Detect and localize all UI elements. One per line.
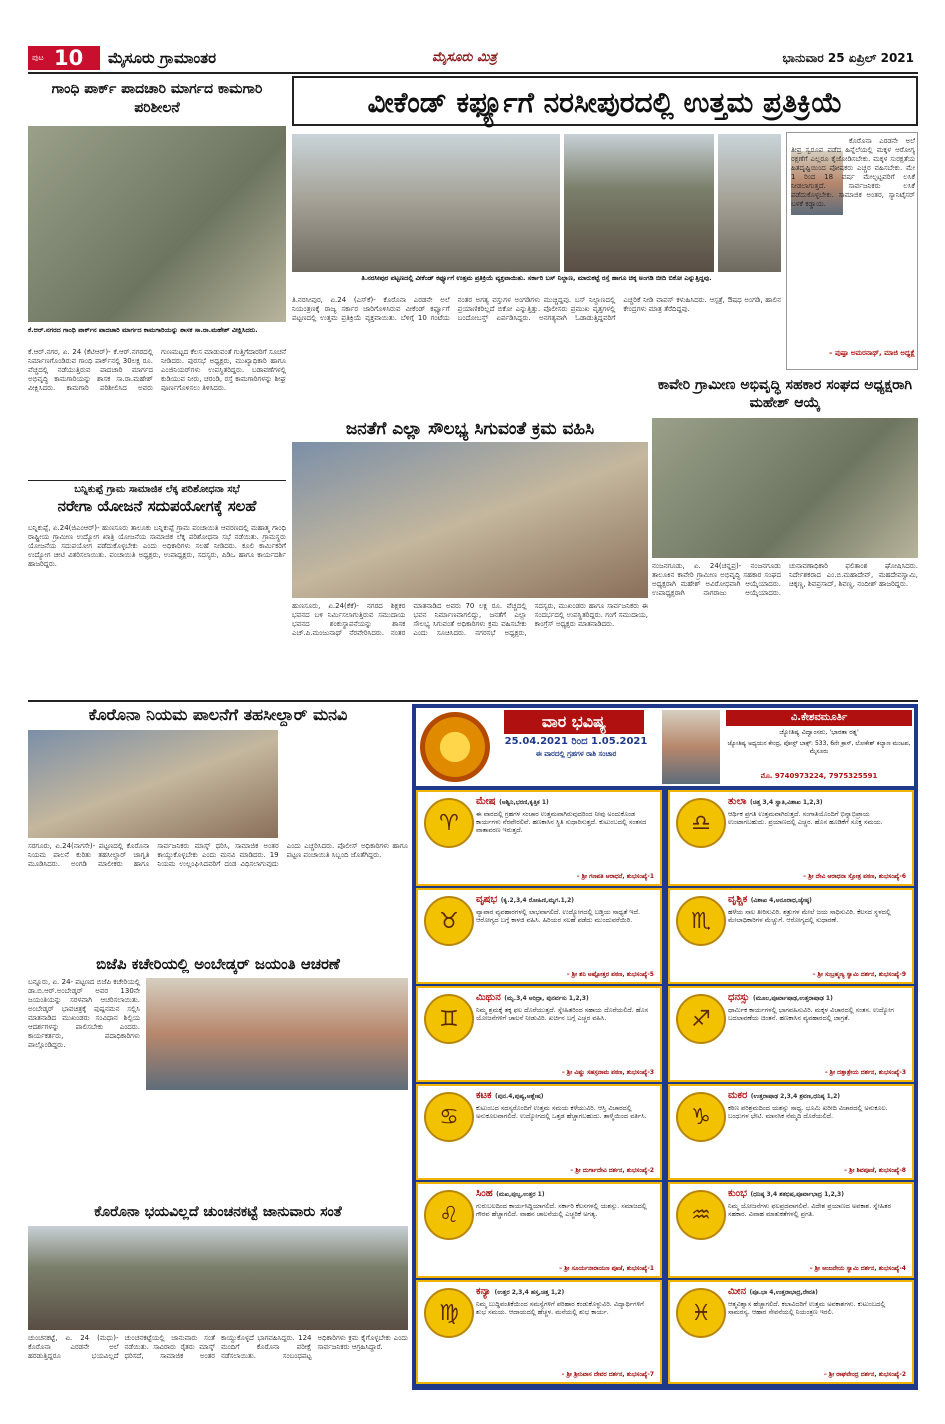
obituary-box [786, 132, 918, 370]
sign-text: ಆತ್ಮವಿಶ್ವಾಸ ಹೆಚ್ಚಾಗಲಿದೆ. ಕಲಾವಿದರಿಗೆ ಉತ್ತಮ ಅವಕಾಶಗಳು. ಕುಟುಂಬದಲ್ಲಿ ಸಾಮರಸ್ಯ. ಆಹಾರ ಸೇವನೆಯಲ್ಲಿ ನಿಯಂತ್ರಣ ಇರಲಿ. [728, 1300, 886, 1316]
story2-kicker: ಬನ್ನಿಕುಪ್ಪೆ ಗ್ರಾಮ ಸಾಮಾಜಿಕ ಲೆಕ್ಕ ಪರಿಶೋಧನಾ ಸಭೆ [74, 484, 240, 495]
horoscope-subtitle: ಈ ವಾರದಲ್ಲಿ ಗ್ರಹಗಳ ರಾಶಿ ಸಂಚಾರ [535, 750, 617, 758]
sign-remedy: – ಶ್ರೀ ಶಿವಪೂಜೆ, ಶುಭಸಂಖ್ಯೆ-8 [844, 1167, 906, 1174]
story-cattle-fair [28, 1202, 408, 1388]
story-facilities [292, 418, 648, 698]
masthead-rule [28, 72, 918, 74]
sign-remedy: – ಶ್ರೀ ದುರ್ಗಾದೇವಿ ದರ್ಶನ, ಶುಭಸಂಖ್ಯೆ-2 [570, 1167, 654, 1174]
sign-remedy: – ಶ್ರೀ ದೇವಿ ಆರಾಧನಾ ಸ್ತೋತ್ರ ಪಠಣ, ಶುಭಸಂಖ್ಯೆ-6 [803, 873, 906, 880]
sign-vrishchika [668, 888, 914, 984]
sign-remedy: – ಶ್ರೀ ವಿಷ್ಣು ಸಹಸ್ರನಾಮ ಪಠಣ, ಶುಭಸಂಖ್ಯೆ-3 [561, 1069, 654, 1076]
story3-photo-platform [718, 134, 781, 272]
story8-photo [28, 1226, 408, 1330]
story1-headline: ಗಾಂಧಿ ಪಾರ್ಕ್ ಪಾದಚಾರಿ ಮಾರ್ಗದ ಕಾಮಗಾರಿ ಪರಿಶೀಲನೆ [51, 81, 263, 116]
sign-meena [668, 1280, 914, 1384]
story3-headline: ವೀಕೆಂಡ್ ಕರ್ಫ್ಯೂಗೆ ನರಸೀಪುರದಲ್ಲಿ ಉತ್ತಮ ಪ್ರತಿಕ್ರಿಯೆ [292, 76, 918, 126]
story5-headline: ಕಾವೇರಿ ಗ್ರಾಮೀಣ ಅಭಿವೃದ್ಧಿ ಸಹಕಾರ ಸಂಘದ ಅಧ್ಯಕ್ಷರಾಗಿ ಮಹೇಶ್ ಆಯ್ಕೆ [657, 377, 913, 411]
astrologer-phone: ಮೊ. 9740973224, 7975325591 [760, 772, 878, 780]
sign-text: ಗುರುಬಲದಿಂದ ಕಾರ್ಯಸಿದ್ಧಿಯಾಗಲಿದೆ. ಸರ್ಕಾರಿ ಕೆಲಸಗಳಲ್ಲಿ ಯಶಸ್ಸು. ಸಮಾಜದಲ್ಲಿ ಗೌರವ ಹೆಚ್ಚಾಗಲಿದೆ. ವಾಹನ ಚಾಲನೆಯಲ್ಲಿ ಎಚ್ಚರಿಕೆ ಅಗತ್ಯ. [476, 1202, 647, 1218]
sign-makara [668, 1084, 914, 1180]
story8-body: ಚುಂಚನಕಟ್ಟೆ, ಏ. 24 (ಮಧು)- ಕೊರೊನಾ ಎರಡನೇ ಅಲೆ ಹರಡುತ್ತಿದ್ದರೂ ಭಯವಿಲ್ಲದೆ ಚುಂಚನಕಟ್ಟೆಯಲ್ಲಿ ಜಾನುವಾರು ಸಂತೆ ನಡೆಯಿತು. ಸಾವಿರಾರು ರೈತರು ಮಾಸ್ಕ್ ಧರಿಸದೆ, ಸಾಮಾಜಿಕ ಅಂತರ ಕಾಯ್ದುಕೊಳ್ಳದೆ ಭಾಗವಹಿಸಿದ್ದರು. 124 ಮಂದಿಗೆ ಕೊರೊನಾ ಪರೀಕ್ಷೆ ನಡೆಸಲಾಯಿತು. ಸಂಬಂಧಪಟ್ಟ ಅಧಿಕಾರಿಗಳು ಕ್ರಮ ಕೈಗೊಳ್ಳಬೇಕು ಎಂದು ಸಾರ್ವಜನಿಕರು ಆಗ್ರಹಿಸಿದ್ದಾರೆ. [28, 1334, 408, 1360]
masthead [28, 46, 918, 72]
astrologer-address: ಜ್ಯೋತಿಷ್ಯ ಅಧ್ಯಯನ ಕೇಂದ್ರ, ಪೋಸ್ಟ್ ಬಾಕ್ಸ್: 533, 6ನೇ ಕ್ರಾಸ್, ಲೋಕೇಶ್ ಕಲ್ಯಾಣ ಮಂಟಪ, ಮೈಸೂರು [727, 740, 911, 755]
sign-remedy: – ಶ್ರೀ ರಾಘವೇಂದ್ರ ದರ್ಶನ, ಶುಭಸಂಖ್ಯೆ-2 [823, 1371, 906, 1378]
sign-text: ಧಾರ್ಮಿಕ ಕಾರ್ಯಗಳಲ್ಲಿ ಭಾಗವಹಿಸುವಿರಿ. ಮಕ್ಕಳ ವಿಚಾರದಲ್ಲಿ ಸಂತಸ. ಉದ್ಯೋಗ ಬದಲಾವಣೆಯ ಚಿಂತನೆ. ಹಣಕಾಸಿನ ವ್ಯವಹಾರದಲ್ಲಿ ಜಾಗ್ರತೆ. [728, 1006, 894, 1022]
sagittarius-icon: ♐ [676, 994, 726, 1044]
page-badge [28, 46, 100, 70]
sign-vrishabha [416, 888, 662, 984]
pisces-icon: ♓ [676, 1288, 726, 1338]
story8-headline: ಕೊರೊನಾ ಭಯವಿಲ್ಲದೆ ಚುಂಚನಕಟ್ಟೆ ಜಾನುವಾರು ಸಂತೆ [94, 1204, 342, 1220]
taurus-icon: ♉ [424, 896, 474, 946]
story4-headline: ಜನತೆಗೆ ಎಲ್ಲಾ ಸೌಲಭ್ಯ ಸಿಗುವಂತೆ ಕ್ರಮ ವಹಿಸಿ [345, 419, 595, 439]
sign-mithuna [416, 986, 662, 1082]
sign-remedy: – ಶ್ರೀ ಆಂಜನೇಯ ಸ್ವಾಮಿ ದರ್ಶನ, ಶುಭಸಂಖ್ಯೆ-4 [809, 1265, 906, 1272]
story3-photo-street [292, 134, 560, 272]
astrologer-name: ವಿ.ಕೇಶವಮೂರ್ತಿ [726, 710, 912, 726]
sign-dhanassu [668, 986, 914, 1082]
horoscope-title: ವಾರ ಭವಿಷ್ಯ [504, 710, 644, 734]
sign-text: ಕುಟುಂಬದ ಸದಸ್ಯರೊಂದಿಗೆ ಉತ್ತಮ ಸಮಯ ಕಳೆಯುವಿರಿ. ಆಸ್ತಿ ವಿಚಾರದಲ್ಲಿ ಅನುಕೂಲವಾಗಲಿದೆ. ಉದ್ಯೋಗದಲ್ಲಿ ಒತ್ತಡ ಹೆಚ್ಚಾಗಬಹುದು. ತಾಳ್ಮೆಯಿಂದ ವರ್ತಿಸಿ. [476, 1104, 647, 1120]
story-ambedkar [28, 954, 408, 1198]
page-number: 10 [54, 46, 84, 70]
virgo-icon: ♍ [424, 1288, 474, 1338]
story7-headline: ಬಿಜೆಪಿ ಕಚೇರಿಯಲ್ಲಿ ಅಂಬೇಡ್ಕರ್ ಜಯಂತಿ ಆಚರಣೆ [96, 955, 340, 973]
sign-name: ಮಕರ (ಉತ್ತರಾಷಾಢ 2,3,4 ಶ್ರವಣ,ಧನಿಷ್ಠ 1,2) [728, 1090, 841, 1101]
horoscope-header [416, 708, 914, 786]
sign-name: ಮಿಥುನ (ಮೃ.3,4 ಆರಿದ್ರಾ, ಪುನರ್ವಸು 1,2,3) [476, 992, 589, 1003]
story-tahsildar [28, 704, 408, 950]
sign-text: ನಿಮ್ಮ ಶ್ರಮಕ್ಕೆ ತಕ್ಕ ಫಲ ದೊರೆಯುತ್ತದೆ. ಸ್ನೇಹಿತರಿಂದ ಸಹಾಯ ದೊರೆಯಲಿದೆ. ಹೊಸ ಯೋಜನೆಗಳಿಗೆ ಚಾಲನೆ ನೀಡುವಿರಿ. ಖರ್ಚಿನ ಬಗ್ಗೆ ಎಚ್ಚರ ವಹಿಸಿ. [476, 1006, 649, 1022]
divider [28, 700, 918, 702]
page-label: ಪುಟ [32, 53, 44, 62]
sign-name: ಮೇಷ (ಅಶ್ವಿನಿ,ಭರಣಿ,ಕೃತ್ತಿಕ 1) [476, 796, 549, 807]
sign-name: ವೃಶ್ಚಿಕ (ವಿಶಾಖ 4,ಅನೂರಾಧ,ಜ್ಯೇಷ್ಠ) [728, 894, 812, 905]
sign-tula [668, 790, 914, 886]
sign-text: ಕಠಿಣ ಪರಿಶ್ರಮದಿಂದ ಯಶಸ್ಸು ಸಾಧ್ಯ. ಭೂಮಿ ಖರೀದಿ ವಿಚಾರದಲ್ಲಿ ಅನುಕೂಲ. ಬಂಧುಗಳ ಭೇಟಿ. ಮಾನಸಿಕ ನೆಮ್ಮದಿ ದೊರೆಯಲಿದೆ. [728, 1104, 888, 1120]
story4-photo [292, 442, 648, 598]
story2-body: ಬನ್ನಿಕುಪ್ಪೆ, ಏ.24(ಜಿಎಂಆರ್)- ಹುಣಸೂರು ತಾಲೂಕು ಬನ್ನಿಕುಪ್ಪೆ ಗ್ರಾಮ ಪಂಚಾಯಿತಿ ಆವರಣದಲ್ಲಿ ಮಹಾತ್ಮ ಗಾಂಧಿ ರಾಷ್ಟ್ರೀಯ ಗ್ರಾಮೀಣ ಉದ್ಯೋಗ ಖಾತ್ರಿ ಯೋಜನೆಯ ಸಾಮಾಜಿಕ ಲೆಕ್ಕ ಪರಿಶೋಧನಾ ಸಭೆ ನಡೆಯಿತು. ಗ್ರಾಮಸ್ಥರು ಯೋಜನೆಯ ಸದುಪಯೋಗ ಪಡೆದುಕೊಳ್ಳಬೇಕು ಎಂದು ಅಧಿಕಾರಿಗಳು ಸಲಹೆ ನೀಡಿದರು. ಕೂಲಿ ಕಾರ್ಮಿಕರಿಗೆ ಉದ್ಯೋಗ ಚೀಟಿ ವಿತರಿಸಲಾಯಿತು. ಪಂಚಾಯಿತಿ ಅಧ್ಯಕ್ಷರು, ಉಪಾಧ್ಯಕ್ಷರು, ಸದಸ್ಯರು, ಪಿಡಿಒ ಹಾಗೂ ಕಾರ್ಯದರ್ಶಿ ಹಾಜರಿದ್ದರು. [28, 524, 286, 568]
story6-photo [28, 730, 278, 838]
sign-text: ಆರ್ಥಿಕ ಪ್ರಗತಿ ಉತ್ತಮವಾಗಿರುತ್ತದೆ. ಸಂಗಾತಿಯೊಂದಿಗೆ ಭಿನ್ನಾಭಿಪ್ರಾಯ ಉಂಟಾಗಬಹುದು. ಪ್ರಯಾಣದಲ್ಲಿ ಎಚ್ಚರ. ಹೊಸ ಹೂಡಿಕೆಗೆ ಸೂಕ್ತ ಸಮಯ. [728, 810, 883, 826]
leo-icon: ♌ [424, 1190, 474, 1240]
story5-photo [652, 418, 918, 558]
sign-text: ವ್ಯಾಪಾರ ವ್ಯವಹಾರಗಳಲ್ಲಿ ಲಾಭವಾಗಲಿದೆ. ಉದ್ಯೋಗದಲ್ಲಿ ಬಡ್ತಿಯ ಸಾಧ್ಯತೆ ಇದೆ. ಆರೋಗ್ಯದ ಬಗ್ಗೆ ಕಾಳಜಿ ವಹಿಸಿ. ಹಿರಿಯರ ಸಲಹೆ ಪಡೆದು ಮುಂದುವರೆಯಿರಿ. [476, 908, 641, 924]
story-gandhi-park [28, 78, 286, 478]
sign-name: ಸಿಂಹ (ಮಖ,ಪುಬ್ಬ,ಉತ್ತರ 1) [476, 1188, 545, 1199]
sign-kataka [416, 1084, 662, 1180]
sign-name: ಮೀನ (ಪೂ.ಭಾ 4,ಉತ್ತರಾಭಾದ್ರ,ರೇವತಿ) [728, 1286, 818, 1297]
sign-text: ಹಳೆಯ ಸಾಲ ತೀರಿಸುವಿರಿ. ಶತ್ರುಗಳ ಮೇಲೆ ಜಯ ಸಾಧಿಸುವಿರಿ. ಕೆಲಸದ ಸ್ಥಳದಲ್ಲಿ ಮೇಲಾಧಿಕಾರಿಗಳ ಮೆಚ್ಚುಗೆ. ಆರೋಗ್ಯದಲ್ಲಿ ಸುಧಾರಣೆ. [728, 908, 891, 924]
sign-name: ವೃಷಭ (ಕೃ.2,3,4 ರೋಹಿಣಿ,ಮೃಗ.1,2) [476, 894, 575, 905]
sign-name: ಕನ್ಯಾ (ಉತ್ತರ 2,3,4 ಹಸ್ತ,ಚಿತ್ತ 1,2) [476, 1286, 565, 1297]
sign-name: ಧನಸ್ಸು (ಮೂಲ,ಪೂರ್ವಾಷಾಢ,ಉತ್ತರಾಷಾಢ 1) [728, 992, 833, 1003]
story3-photo-busstand [564, 134, 714, 272]
issue-date: ಭಾನುವಾರ 25 ಏಪ್ರಿಲ್ 2021 [782, 51, 914, 65]
sign-text: ನಿಮ್ಮ ಬುದ್ಧಿವಂತಿಕೆಯಿಂದ ಸಮಸ್ಯೆಗಳಿಗೆ ಪರಿಹಾರ ಕಂಡುಕೊಳ್ಳುವಿರಿ. ವಿದ್ಯಾರ್ಥಿಗಳಿಗೆ ಶುಭ ಸಮಯ. ಆದಾಯದಲ್ಲಿ ಹೆಚ್ಚಳ. ಮನೆಯಲ್ಲಿ ಶುಭ ಕಾರ್ಯ. [476, 1300, 644, 1316]
story-narega [28, 484, 286, 696]
story1-photo [28, 126, 286, 322]
sign-remedy: – ಶ್ರೀ ಶ್ರೀನಿವಾಸ ದೇವರ ದರ್ಶನ, ಶುಭಸಂಖ್ಯೆ-7 [561, 1371, 654, 1378]
aquarius-icon: ♒ [676, 1190, 726, 1240]
scorpio-icon: ♏ [676, 896, 726, 946]
sign-simha [416, 1182, 662, 1278]
story7-photo [146, 978, 408, 1090]
story1-caption: ಕೆ.ಆರ್.ನಗರದ ಗಾಂಧಿ ಪಾರ್ಕ್‌ನ ಪಾದಚಾರಿ ಮಾರ್ಗದ ಕಾಮಗಾರಿಯನ್ನು ಶಾಸಕ ಸಾ.ರಾ.ಮಹೇಶ್ ವೀಕ್ಷಿಸಿದರು. [28, 326, 258, 334]
cancer-icon: ♋ [424, 1092, 474, 1142]
story6-headline: ಕೊರೊನಾ ನಿಯಮ ಪಾಲನೆಗೆ ತಹಸೀಲ್ದಾರ್ ಮನವಿ [88, 705, 348, 724]
section-title: ಮೈಸೂರು ಗ್ರಾಮಾಂತರ [108, 49, 217, 67]
sign-remedy: – ಶ್ರೀ ಗಣಪತಿ ಆರಾಧನೆ, ಶುಭಸಂಖ್ಯೆ-1 [576, 873, 654, 880]
capricorn-icon: ♑ [676, 1092, 726, 1142]
divider [28, 480, 286, 481]
sign-text: ನಿಮ್ಮ ಯೋಜನೆಗಳು ಫಲಪ್ರದವಾಗಲಿವೆ. ವಿದೇಶ ಪ್ರಯಾಣದ ಅವಕಾಶ. ಸ್ನೇಹಿತರ ಸಹಕಾರ. ವಿವಾಹ ಮಾತುಕತೆಗಳಲ್ಲಿ ಪ್ರಗತಿ. [728, 1202, 892, 1218]
story-cooperative [652, 376, 918, 698]
sign-kanya [416, 1280, 662, 1384]
obituary-body: ಕೊರೊನಾ ಎರಡನೇ ಅಲೆ ತೀವ್ರ ಸ್ವರೂಪ ಪಡೆದ ಹಿನ್ನೆಲೆಯಲ್ಲಿ ಮಕ್ಕಳ ಆರೋಗ್ಯ ರಕ್ಷಣೆಗೆ ಎಲ್ಲರೂ ಕೈಜೋಡಿಸಬೇಕು. ಮಕ್ಕಳ ಸುರಕ್ಷತೆಯ ಹಿತದೃಷ್ಟಿಯಿಂದ ಪೋಷಕರು ಎಚ್ಚರ ವಹಿಸಬೇಕು. ಮೇ 1 ರಿಂದ 18 ವರ್ಷ ಮೇಲ್ಪಟ್ಟವರಿಗೆ ಲಸಿಕೆ ನೀಡಲಾಗುತ್ತದೆ. ಸಾರ್ವಜನಿಕರು ಲಸಿಕೆ ಪಡೆದುಕೊಳ್ಳಬೇಕು. ಸಾಮಾಜಿಕ ಅಂತರ, ಸ್ಯಾನಿಟೈಸರ್ ಬಳಕೆ ಕಡ್ಡಾಯ. [791, 137, 915, 208]
story7-body: ಬನ್ನೂರು, ಏ. 24- ಪಟ್ಟಣದ ಬಿಜೆಪಿ ಕಚೇರಿಯಲ್ಲಿ ಡಾ.ಬಿ.ಆರ್.ಅಂಬೇಡ್ಕರ್ ಅವರ 130ನೇ ಜಯಂತಿಯನ್ನು ಸರಳವಾಗಿ ಆಚರಿಸಲಾಯಿತು. ಅಂಬೇಡ್ಕರ್ ಭಾವಚಿತ್ರಕ್ಕೆ ಪುಷ್ಪನಮನ ಸಲ್ಲಿಸಿ ಮಾತನಾಡಿದ ಮುಖಂಡರು ಸಂವಿಧಾನ ಶಿಲ್ಪಿಯ ಆದರ್ಶಗಳನ್ನು ಪಾಲಿಸಬೇಕು ಎಂದರು. ಕಾರ್ಯಕರ್ತರು, ಪದಾಧಿಕಾರಿಗಳು ಪಾಲ್ಗೊಂಡಿದ್ದರು. [28, 978, 140, 1049]
sign-remedy: – ಶ್ರೀ ಸುಬ್ರಹ್ಮಣ್ಯ ಸ್ವಾಮಿ ದರ್ಶನ, ಶುಭಸಂಖ್ಯೆ-9 [812, 971, 906, 978]
astrologer-title: ಜ್ಯೋತಿಷ್ಯ ವಿದ್ವಾಂಸರು, 'ಭಾರತಾ ರತ್ನ' [779, 728, 859, 736]
story2-headline: ನರೇಗಾ ಯೋಜನೆ ಸದುಪಯೋಗಕ್ಕೆ ಸಲಹೆ [57, 497, 257, 515]
sign-name: ಕುಂಭ (ಧನಿಷ್ಠ 3,4 ಶತಭಿಷ,ಪೂರ್ವಾಭಾದ್ರ 1,2,3) [728, 1188, 844, 1199]
sign-name: ತುಲಾ (ಚಿತ್ತ 3,4 ಸ್ವಾತಿ,ವಿಶಾಖ 1,2,3) [728, 796, 823, 807]
story5-body: ನಂಜನಗೂಡು, ಏ. 24(ಚನ್ನಪ್ರ)- ನಂಜನಗೂಡು ತಾಲೂಕಿನ ಕಾವೇರಿ ಗ್ರಾಮೀಣ ಅಭಿವೃದ್ಧಿ ಸಹಕಾರ ಸಂಘದ ಅಧ್ಯಕ್ಷರಾಗಿ ಮಹೇಶ್ ಅವಿರೋಧವಾಗಿ ಆಯ್ಕೆಯಾದರು. ಉಪಾಧ್ಯಕ್ಷರಾಗಿ ನಾಗರಾಜು ಆಯ್ಕೆಯಾದರು. ಚುನಾವಣಾಧಿಕಾರಿ ಫಲಿತಾಂಶ ಘೋಷಿಸಿದರು. ನಿರ್ದೇಶಕರಾದ ಎಂ.ಬಿ.ಮಹಾದೇವ್, ಮಹದೇವಸ್ವಾಮಿ, ಚಿಕ್ಕಣ್ಣ, ಶಿವಪ್ರಸಾದ್, ಶಿವಣ್ಣ, ನಂದೀಶ್ ಹಾಜರಿದ್ದರು. [652, 562, 918, 597]
sign-text: ಈ ವಾರದಲ್ಲಿ ಗ್ರಹಗಳ ಸಂಚಾರ ಉತ್ತಮವಾಗಿರುವುದರಿಂದ ನೀವು ಅಂದುಕೊಂಡ ಕಾರ್ಯಗಳು ನೆರವೇರಲಿವೆ. ಹಣಕಾಸಿನ ಸ್ಥಿತಿ ಸುಧಾರಿಸುತ್ತದೆ. ಕುಟುಂಬದಲ್ಲಿ ಸಂತಸದ ವಾತಾವರಣ ಇರುತ್ತದೆ. [476, 810, 647, 834]
story1-body: ಕೆ.ಆರ್.ನಗರ, ಏ. 24 (ಕೆಟಿಆರ್)- ಕೆ.ಆರ್.ನಗರದಲ್ಲಿ ನಿರ್ಮಾಣಗೊಂಡಿರುವ ಗಾಂಧಿ ಪಾರ್ಕ್‌ನಲ್ಲಿ 30ಲಕ್ಷ ರೂ. ವೆಚ್ಚದಲ್ಲಿ ನಡೆಯುತ್ತಿರುವ ಪಾದಚಾರಿ ಮಾರ್ಗದ ಅಭಿವೃದ್ಧಿ ಕಾಮಗಾರಿಯನ್ನು ಶಾಸಕ ಸಾ.ರಾ.ಮಹೇಶ್ ವೀಕ್ಷಿಸಿದರು. ಕಾಮಗಾರಿ ಪರಿಶೀಲಿಸಿದ ಅವರು ಗುಣಮಟ್ಟದ ಕೆಲಸ ಮಾಡುವಂತೆ ಗುತ್ತಿಗೆದಾರರಿಗೆ ಸೂಚನೆ ನೀಡಿದರು. ಪುರಸಭೆ ಅಧ್ಯಕ್ಷರು, ಮುಖ್ಯಾಧಿಕಾರಿ ಹಾಗೂ ಎಂಜಿನಿಯರ್‌ಗಳು ಉಪಸ್ಥಿತರಿದ್ದರು. ಬಡಾವಣೆಗಳಲ್ಲಿ ಕುಡಿಯುವ ನೀರು, ಚರಂಡಿ, ರಸ್ತೆ ಕಾಮಗಾರಿಗಳನ್ನು ಶೀಘ್ರ ಪೂರ್ಣಗೊಳಿಸಲು ತಿಳಿಸಿದರು. [28, 348, 286, 392]
story6-body: ಸರಗೂರು, ಏ.24(ನಾಗಸೇ)- ಪಟ್ಟಣದಲ್ಲಿ ಕೊರೊನಾ ನಿಯಮ ಪಾಲನೆ ಕುರಿತು ತಹಸೀಲ್ದಾರ್ ಜಾಗೃತಿ ಮೂಡಿಸಿದರು. ಅಂಗಡಿ ಮಾಲೀಕರು ಹಾಗೂ ಸಾರ್ವಜನಿಕರು ಮಾಸ್ಕ್ ಧರಿಸಿ, ಸಾಮಾಜಿಕ ಅಂತರ ಕಾಯ್ದುಕೊಳ್ಳಬೇಕು ಎಂದು ಮನವಿ ಮಾಡಿದರು. 19 ನಿಯಮ ಉಲ್ಲಂಘಿಸಿದವರಿಗೆ ದಂಡ ವಿಧಿಸಲಾಗುವುದು ಎಂದು ಎಚ್ಚರಿಸಿದರು. ಪೊಲೀಸ್ ಅಧಿಕಾರಿಗಳು ಹಾಗೂ ಪಟ್ಟಣ ಪಂಚಾಯಿತಿ ಸಿಬ್ಬಂದಿ ಜೊತೆಗಿದ್ದರು. [28, 842, 408, 868]
paper-name: ಮೈಸೂರು ಮಿತ್ರ [432, 50, 497, 65]
obituary-signature: – ಪುಷ್ಪಾ ಅಮರನಾಥ್, ಮಾಜಿ ಅಧ್ಯಕ್ಷೆ [829, 349, 915, 357]
gemini-icon: ♊ [424, 994, 474, 1044]
sign-kumbha [668, 1182, 914, 1278]
horoscope-dates: 25.04.2021 ರಿಂದ 1.05.2021 [504, 736, 648, 747]
sign-remedy: – ಶ್ರೀ ಶನಿ ಅಷ್ಟೋತ್ತರ ಪಠಣ, ಶುಭಸಂಖ್ಯೆ-5 [566, 971, 654, 978]
sign-remedy: – ಶ್ರೀ ದತ್ತಾತ್ರೇಯ ದರ್ಶನ, ಶುಭಸಂಖ್ಯೆ-3 [824, 1069, 906, 1076]
sign-remedy: – ಶ್ರೀ ಸೂರ್ಯನಾರಾಯಣ ಪೂಜೆ, ಶುಭಸಂಖ್ಯೆ-1 [559, 1265, 654, 1272]
sign-mesha [416, 790, 662, 886]
aries-icon: ♈ [424, 798, 474, 848]
horoscope-section [412, 704, 918, 1390]
zodiac-wheel-icon [420, 712, 490, 782]
libra-icon: ♎ [676, 798, 726, 848]
astrologer-photo [662, 710, 720, 784]
story3-body: ತಿ.ನರಸೀಪುರ, ಏ.24 (ಎಸ್‌ಕೆ)- ಕೊರೊನಾ ಎರಡನೇ ಅಲೆ ನಿಯಂತ್ರಣಕ್ಕೆ ರಾಜ್ಯ ಸರ್ಕಾರ ಜಾರಿಗೊಳಿಸಿರುವ ವೀಕೆಂಡ್ ಕರ್ಫ್ಯೂಗೆ ಪಟ್ಟಣದಲ್ಲಿ ಉತ್ತಮ ಪ್ರತಿಕ್ರಿಯೆ ವ್ಯಕ್ತವಾಯಿತು. ಬೆಳಿಗ್ಗೆ 10 ಗಂಟೆಯ ನಂತರ ಅಗತ್ಯ ವಸ್ತುಗಳ ಅಂಗಡಿಗಳು ಮುಚ್ಚಿದ್ದವು. ಬಸ್ ನಿಲ್ದಾಣದಲ್ಲಿ ಪ್ರಯಾಣಿಕರಿಲ್ಲದೆ ಬಿಕೋ ಎನ್ನುತ್ತಿತ್ತು. ಪೊಲೀಸರು ಪ್ರಮುಖ ವೃತ್ತಗಳಲ್ಲಿ ಬಂದೋಬಸ್ತ್ ಏರ್ಪಡಿಸಿದ್ದರು. ಅನಗತ್ಯವಾಗಿ ಓಡಾಡುತ್ತಿದ್ದವರಿಗೆ ಎಚ್ಚರಿಕೆ ನೀಡಿ ವಾಪಸ್ ಕಳುಹಿಸಿದರು. ಆಸ್ಪತ್ರೆ, ಔಷಧ ಅಂಗಡಿ, ಹಾಲಿನ ಕೇಂದ್ರಗಳು ಮಾತ್ರ ತೆರೆದಿದ್ದವು. [292, 296, 781, 322]
story4-body: ಹುಣಸೂರು, ಏ.24(ಕೆಕೆ)- ನಗರದ ಶಿಕ್ಷಕರ ಭವನದ ಬಳಿ ನಿರ್ಮಿಸಲಾಗುತ್ತಿರುವ ಸಮುದಾಯ ಭವನದ ಶಂಕುಸ್ಥಾಪನೆಯನ್ನು ಶಾಸಕ ಎಚ್.ಪಿ.ಮಂಜುನಾಥ್ ನೆರವೇರಿಸಿದರು. ನಂತರ ಮಾತನಾಡಿದ ಅವರು 70 ಲಕ್ಷ ರೂ. ವೆಚ್ಚದಲ್ಲಿ ಭವನ ನಿರ್ಮಾಣವಾಗಲಿದ್ದು, ಜನತೆಗೆ ಎಲ್ಲಾ ಸೌಲಭ್ಯ ಸಿಗುವಂತೆ ಅಧಿಕಾರಿಗಳು ಕ್ರಮ ವಹಿಸಬೇಕು ಎಂದು ಸೂಚಿಸಿದರು. ನಗರಸಭೆ ಅಧ್ಯಕ್ಷರು, ಸದಸ್ಯರು, ಮುಖಂಡರು ಹಾಗೂ ಸಾರ್ವಜನಿಕರು ಈ ಸಂದರ್ಭದಲ್ಲಿ ಉಪಸ್ಥಿತರಿದ್ದರು. ಗಂಗೆ ಸಮುದಾಯ, ಕಾಂಗ್ರೆಸ್ ಅಧ್ಯಕ್ಷರು ಮಾತನಾಡಿದರು. [292, 602, 648, 637]
sign-name: ಕಟಕ (ಪುನ.4,ಪುಷ್ಯ,ಆಶ್ಲೇಷ) [476, 1090, 544, 1101]
story3-caption: ತಿ.ನರಸೀಪುರ ಪಟ್ಟಣದಲ್ಲಿ ವೀಕೆಂಡ್ ಕರ್ಫ್ಯೂಗೆ ಉತ್ತಮ ಪ್ರತಿಕ್ರಿಯೆ ವ್ಯಕ್ತವಾಯಿತು. ಸರ್ಕಾರಿ ಬಸ್ ನಿಲ್ದಾಣ, ಮಾರುಕಟ್ಟೆ ರಸ್ತೆ ಹಾಗೂ ಚಿಕ್ಕ ಅಂಗಡಿ ಬೀದಿ ಬಿಕೋ ಎನ್ನುತ್ತಿದ್ದವು. [361, 274, 712, 282]
